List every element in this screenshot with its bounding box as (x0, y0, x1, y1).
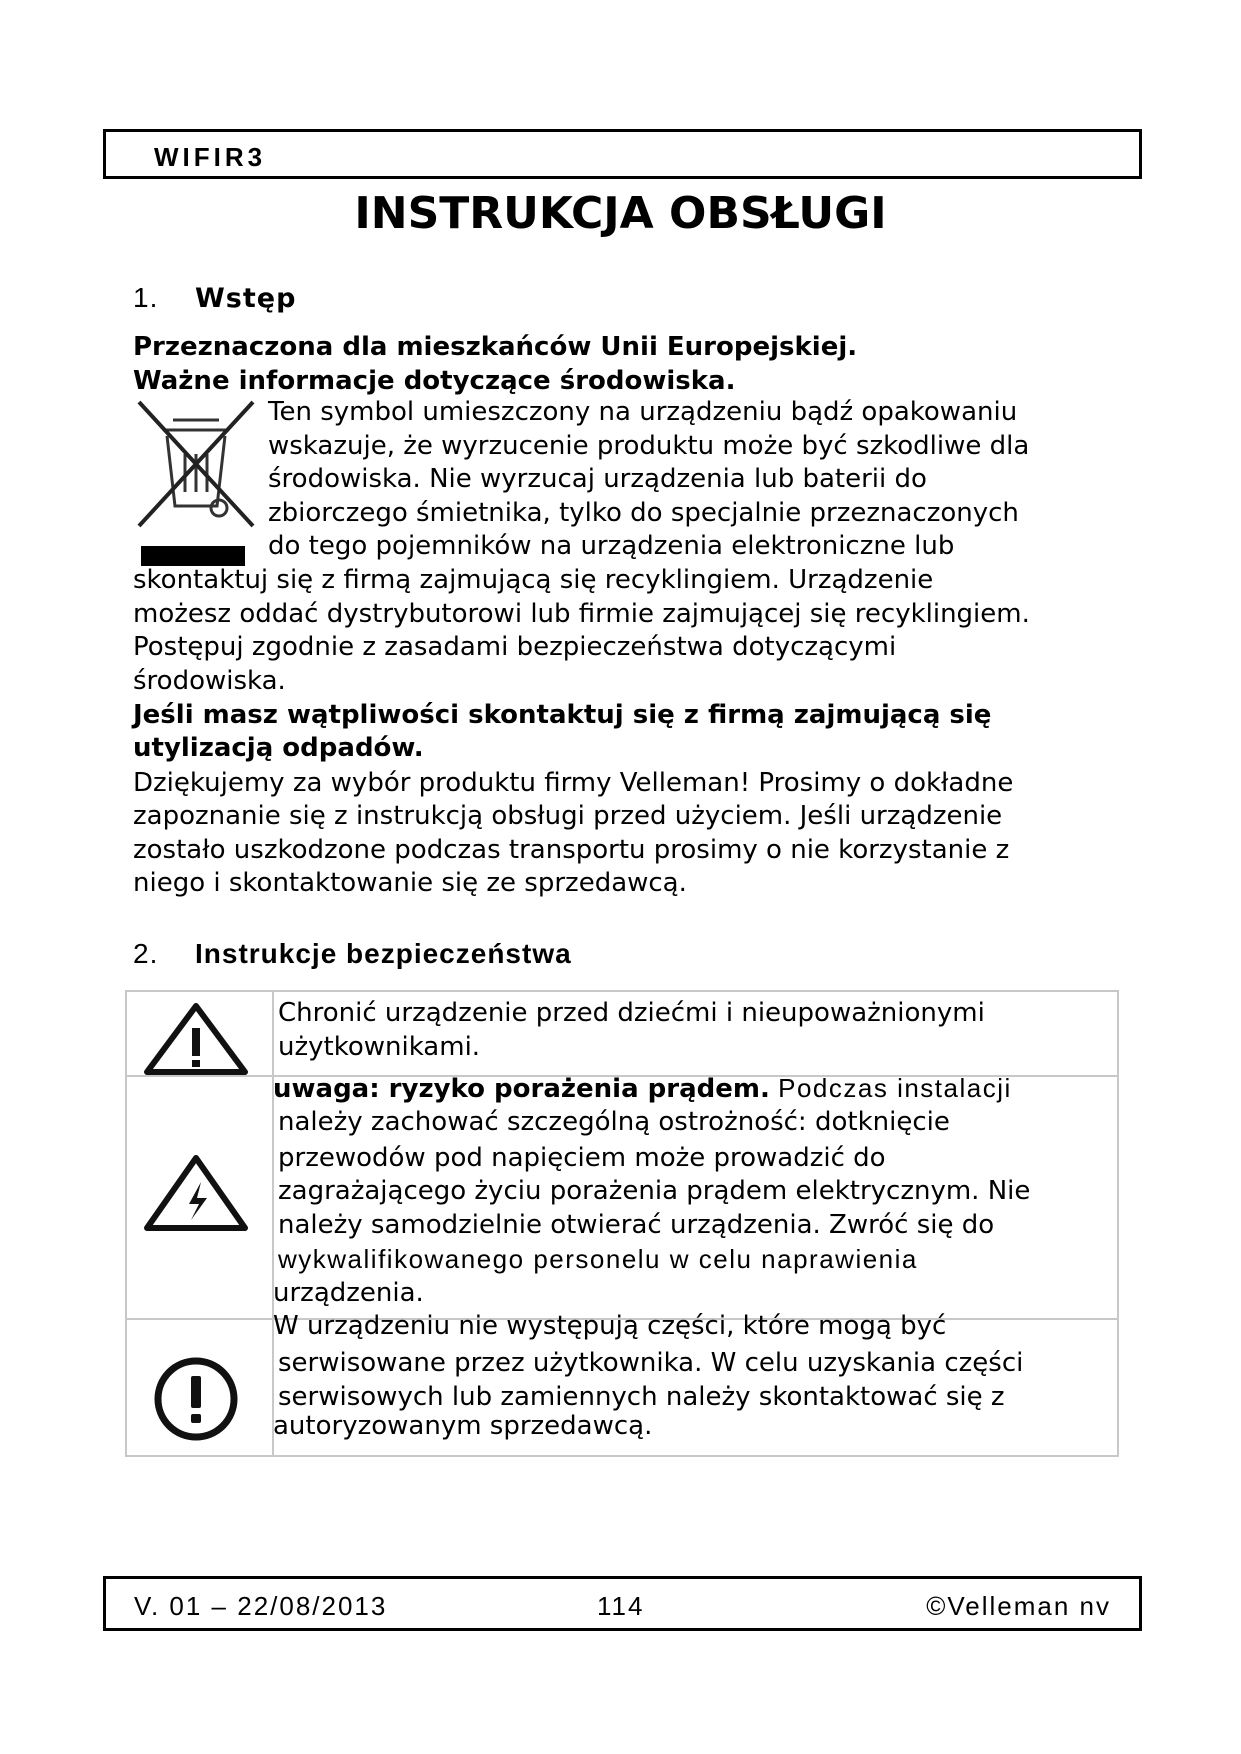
shock-warning-lead (273, 1072, 1012, 1107)
eu-notice: Przeznaczona dla mieszkańców Unii Europejskiej. (133, 332, 858, 362)
section-1-title: Wstęp (195, 283, 297, 314)
thanks-text-line: zostało uszkodzone podczas transportu prosimy o nie korzystanie z (133, 835, 1010, 865)
copyright: ©Velleman nv (926, 1591, 1111, 1621)
page-number: 114 (597, 1591, 645, 1621)
header-box (103, 129, 1142, 179)
safety-row-text: należy zachować szczególną ostrożność: dotknięcie (278, 1107, 950, 1137)
crossed-out-wheelie-bin-icon (133, 396, 259, 588)
section-1-heading (133, 282, 296, 314)
safety-row-text: urządzenia. (273, 1278, 424, 1308)
table-divider (272, 992, 274, 1455)
footer-box (103, 1576, 1142, 1631)
exclamation-circle-icon (141, 1354, 251, 1444)
section-2-title: Instrukcje bezpieczeństwa (195, 938, 572, 969)
weee-text-line: do tego pojemników na urządzenia elektroniczne lub (268, 531, 955, 561)
safety-row-text: zagrażającego życiu porażenia prądem elektrycznym. Nie (278, 1176, 1031, 1206)
model-name: WIFIR3 (154, 142, 267, 172)
section-1-number: 1. (133, 282, 159, 313)
safety-row-spaced-text: wykwalifikowanego personelu w celu naprawienia (278, 1244, 918, 1274)
shock-warning-rest: Podczas instalacji (778, 1073, 1012, 1103)
safety-row-text: serwisowych lub zamiennych należy skontaktować się z (278, 1382, 1005, 1412)
thanks-text-line: niego i skontaktowanie się ze sprzedawcą. (133, 868, 687, 898)
safety-row-text: użytkownikami. (278, 1032, 481, 1062)
safety-row-text: Chronić urządzenie przed dziećmi i nieupoważnionymi (278, 998, 985, 1028)
safety-row-text: serwisowane przez użytkownika. W celu uzyskania części (278, 1348, 1024, 1378)
safety-row-text (278, 1243, 918, 1278)
safety-table (125, 990, 1119, 1457)
weee-text-line: skontaktuj się z firmą zajmującą się recyklingiem. Urządzenie (133, 565, 934, 595)
safety-row-text: należy samodzielnie otwierać urządzenia. Zwróć się do (278, 1210, 995, 1240)
weee-text-line: Ten symbol umieszczony na urządzeniu bądź opakowaniu (268, 397, 1018, 427)
disposal-note-line: Jeśli masz wątpliwości skontaktuj się z firmą zajmującą się (133, 700, 992, 730)
warning-triangle-icon (141, 1000, 251, 1078)
weee-text-line: środowiska. Nie wyrzucaj urządzenia lub baterii do (268, 464, 927, 494)
weee-text-line: zbiorczego śmietnika, tylko do specjalnie przeznaczonych (268, 498, 1019, 528)
thanks-text-line: Dziękujemy za wybór produktu firmy Velleman! Prosimy o dokładne (133, 768, 1014, 798)
weee-text-line: Postępuj zgodnie z zasadami bezpieczeństwa dotyczącymi (133, 632, 897, 662)
shock-warning-bold: uwaga: ryzyko porażenia prądem. (273, 1074, 770, 1104)
safety-row-text: przewodów pod napięciem może prowadzić do (278, 1143, 886, 1173)
electric-shock-warning-icon (141, 1152, 251, 1234)
thanks-text-line: zapoznanie się z instrukcją obsługi przed użyciem. Jeśli urządzenie (133, 801, 1003, 831)
weee-text-line: możesz oddać dystrybutorowi lub firmie zajmującej się recyklingiem. (133, 599, 1030, 629)
section-2-number: 2. (133, 938, 159, 969)
weee-text-line: wskazuje, że wyrzucenie produktu może być szkodliwe dla (268, 431, 1030, 461)
page-title: INSTRUKCJA OBSŁUGI (354, 188, 887, 239)
environment-notice: Ważne informacje dotyczące środowiska. (133, 366, 736, 396)
safety-row-text: autoryzowanym sprzedawcą. (273, 1411, 653, 1441)
weee-text-line: środowiska. (133, 666, 286, 696)
disposal-note-line: utylizacją odpadów. (133, 733, 424, 763)
version-date: V. 01 – 22/08/2013 (134, 1591, 388, 1621)
section-2-heading (133, 938, 572, 970)
safety-row-text: W urządzeniu nie występują części, które mogą być (273, 1311, 947, 1341)
